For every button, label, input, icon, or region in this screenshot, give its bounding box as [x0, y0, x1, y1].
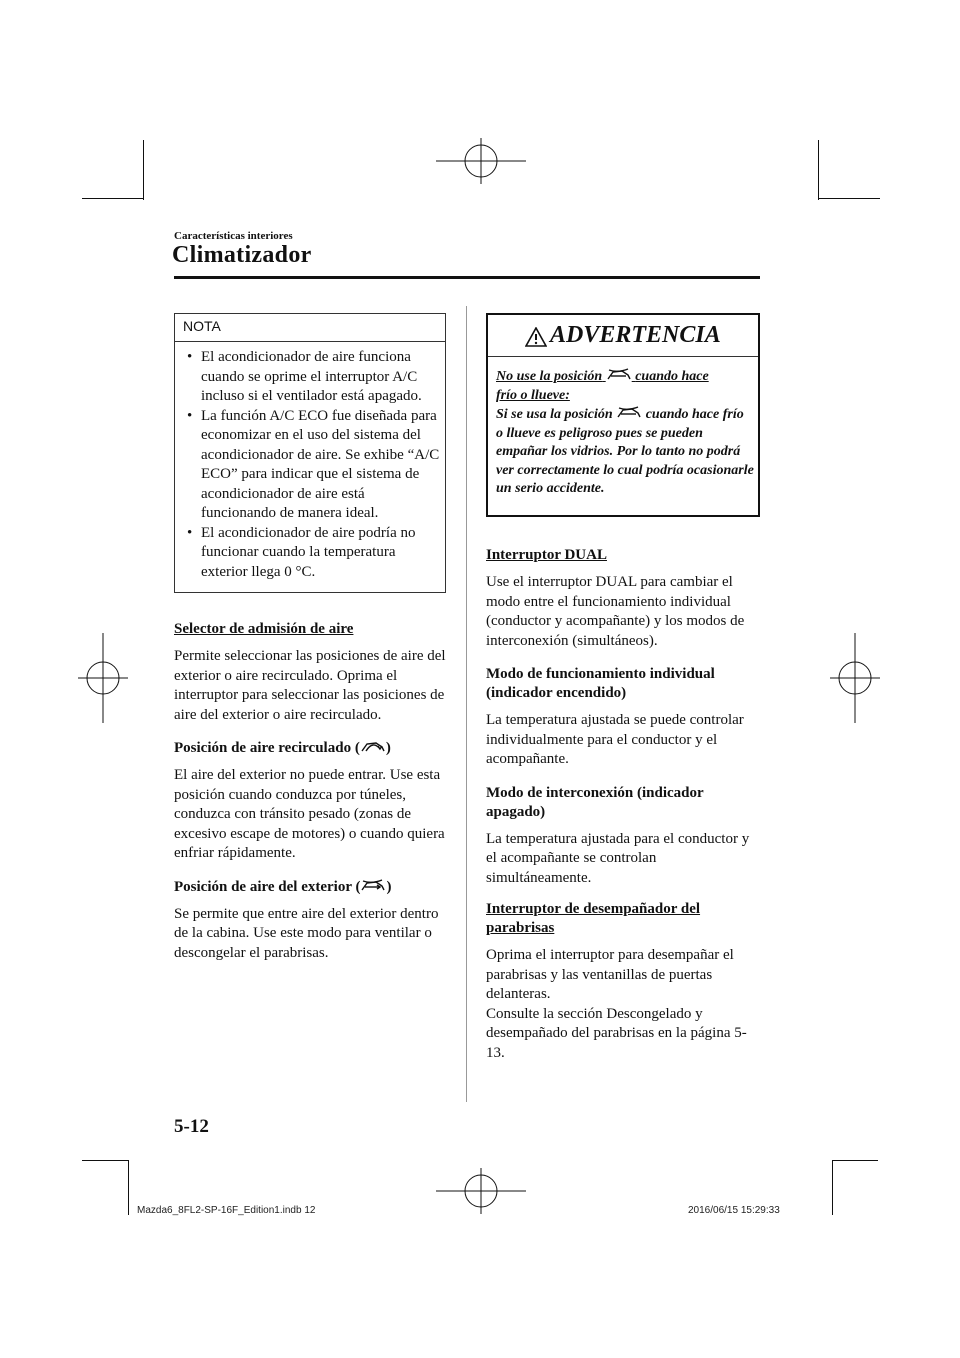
selector-text: Permite seleccionar las posiciones de aire del exterior o aire recirculado. Oprima el interruptor para seleccionar las posiciones de aire del exterior o aire recirculado.: [174, 648, 446, 723]
footer-timestamp: 2016/06/15 15:29:33: [688, 1205, 780, 1216]
note-item: • La función A/C ECO fue diseñada para economizar en el uso del sistema del acondicionador de aire. Se exhibe “A/C ECO” para indicar que el sistema de acondicionador de aire está funcionando de manera ideal.: [187, 407, 440, 521]
dual-heading: Interruptor DUAL: [486, 547, 607, 563]
defog-text: Oprima el interruptor para desempañar el parabrisas y las ventanillas de puertas delanteras.: [486, 947, 734, 1002]
outside-air-icon: [360, 878, 386, 894]
warning-title: ADVERTENCIA: [550, 322, 721, 348]
warning-lead: No use la posición cuando hace: [496, 369, 709, 384]
warning-triangle-icon: [525, 327, 547, 347]
page-number: 5-12: [174, 1116, 209, 1137]
title-rule: [174, 276, 760, 279]
warning-body: [496, 367, 754, 499]
warning-header: [488, 315, 758, 357]
right-column: [486, 546, 762, 1063]
registration-target-right: [830, 633, 880, 723]
interconnect-text: La temperatura ajustada para el conductor y el acompañante se controlan simultáneamente.: [486, 830, 750, 886]
selector-heading: Selector de admisión de aire: [174, 621, 354, 637]
section-name: Características interiores: [174, 230, 293, 242]
note-separator: [175, 341, 445, 342]
recirc-heading: Posición de aire recirculado ( ): [174, 740, 391, 756]
outside-air-icon: [616, 405, 642, 421]
page-title: Climatizador: [172, 242, 312, 268]
note-title: NOTA: [183, 318, 221, 334]
column-divider: [466, 306, 467, 1102]
note-item: • El acondicionador de aire podría no funcionar cuando la temperatura exterior llega 0 °C.: [187, 524, 416, 580]
defog-heading: Interruptor de desempañador del parabrisas: [486, 901, 701, 936]
individual-text: La temperatura ajustada se puede controlar individualmente para el conductor y el acompañante.: [486, 712, 744, 767]
note-item: • El acondicionador de aire funciona cuando se oprime el interruptor A/C incluso si el ventilador está apagado.: [187, 349, 422, 404]
outside-heading: Posición de aire del exterior ( ): [174, 878, 392, 895]
outside-air-icon: [606, 367, 632, 383]
left-column: [174, 620, 449, 963]
interconnect-heading: Modo de interconexión (indicador apagado): [486, 784, 704, 820]
outside-text: Se permite que entre aire del exterior dentro de la cabina. Use este modo para ventilar o descongelar el parabrisas.: [174, 905, 439, 961]
individual-heading: Modo de funcionamiento individual (indicador encendido): [486, 666, 715, 701]
warning-lead-2: frío o llueve:: [496, 387, 570, 403]
dual-text: Use el interruptor DUAL para cambiar el modo entre el funcionamiento individual (conductor y acompañante) y los modos de interconexión (simultáneos).: [486, 574, 745, 649]
warning-text: Si se usa la posición cuando hace frío o llueve es peligroso pues se pueden empañar los vidrios. Por lo tanto no podrá ver correctamente lo cual podría ocasionarle un serio accidente.: [496, 407, 754, 496]
warning-box: [486, 313, 760, 517]
registration-target-bottom: [436, 1168, 526, 1214]
air-recirculation-icon: [360, 739, 386, 755]
recirc-text: El aire del exterior no puede entrar. Use esta posición cuando conduzca por túneles, conduzca con tránsito pesado (zonas de excesivo escape de motores) o cuando quiera enfriar rápidamente.: [174, 767, 445, 861]
registration-target-top: [436, 138, 526, 184]
defog-reference: Consulte la sección Descongelado y desempañado del parabrisas en la página 5-13.: [486, 1005, 747, 1061]
registration-target-left: [78, 633, 128, 723]
note-box: [174, 313, 446, 593]
footer-file: Mazda6_8FL2-SP-16F_Edition1.indb 12: [137, 1205, 316, 1216]
note-list: [187, 348, 443, 582]
